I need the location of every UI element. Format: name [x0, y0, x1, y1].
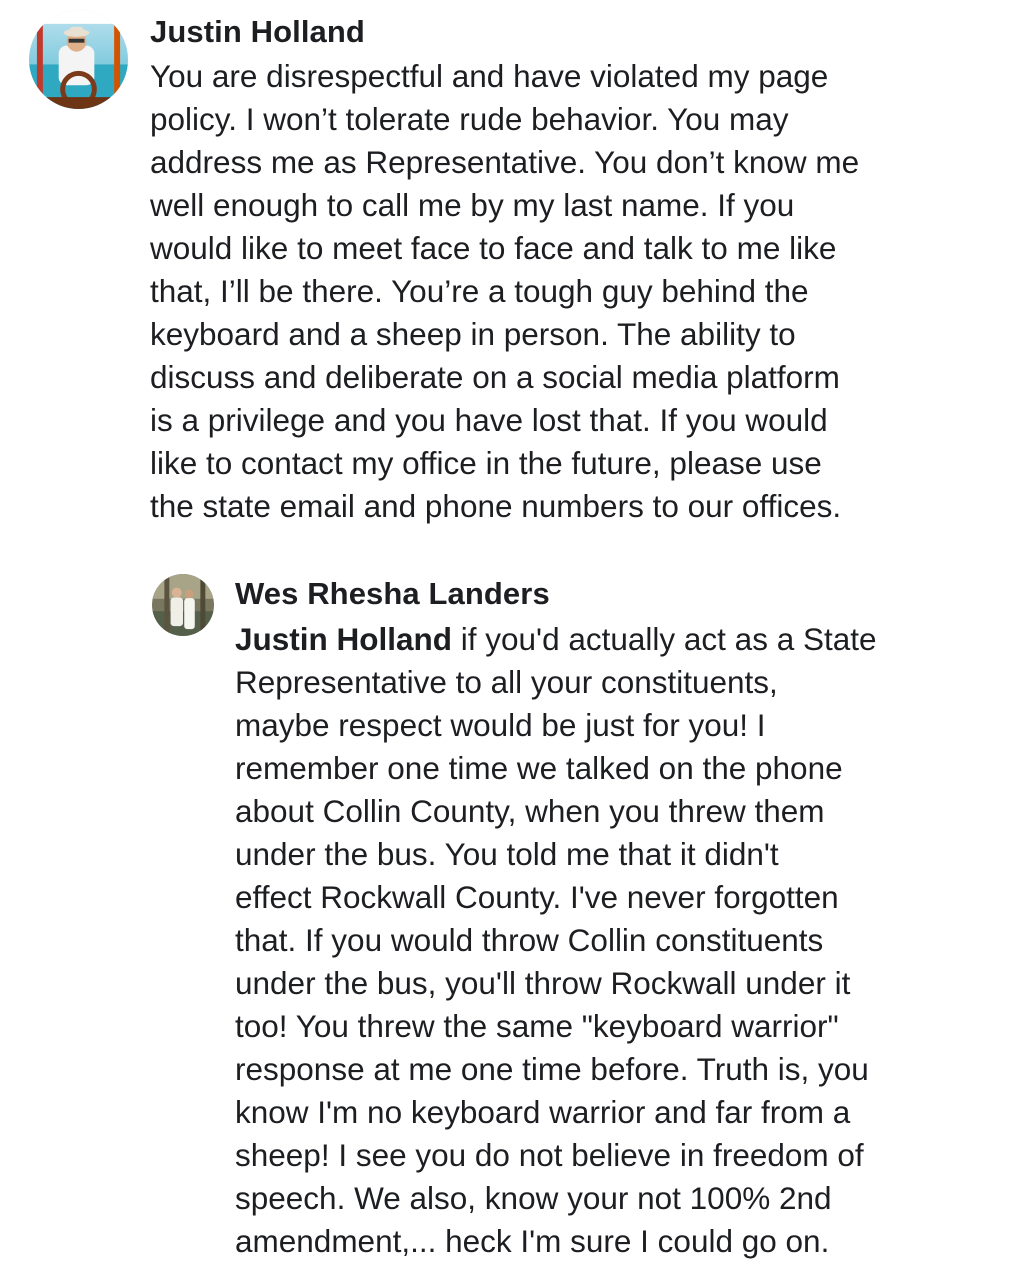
- comment-text-line: well enough to call me by my last name. If you: [150, 187, 795, 223]
- comment-text-line: keyboard and a sheep in person. The ability to: [150, 316, 796, 352]
- reply-text-fragment: if you'd actually act as a State: [452, 621, 877, 657]
- reply-text: [235, 618, 877, 1263]
- reply-text-line: response at me one time before. Truth is, you: [235, 1051, 869, 1087]
- profile-photo-icon[interactable]: [152, 574, 214, 636]
- reply-text-line: under the bus, you'll throw Rockwall under it: [235, 965, 851, 1001]
- comment-text-line: address me as Representative. You don’t know me: [150, 144, 860, 180]
- profile-photo-image: [152, 574, 214, 636]
- reply-text-line: maybe respect would be just for you! I: [235, 707, 766, 743]
- comment-text-line: like to contact my office in the future, please use: [150, 445, 822, 481]
- comment-text-line: discuss and deliberate on a social media platform: [150, 359, 840, 395]
- profile-photo-icon[interactable]: [29, 10, 128, 109]
- comment-text-line: policy. I won’t tolerate rude behavior. You may: [150, 101, 789, 137]
- profile-photo-image: [29, 10, 128, 109]
- reply-text-line: speech. We also, know your not 100% 2nd: [235, 1180, 832, 1216]
- reply-text-line: that. If you would throw Collin constituents: [235, 922, 824, 958]
- reply-text-line: Representative to all your constituents,: [235, 664, 778, 700]
- reply-text-line: sheep! I see you do not believe in freedom of: [235, 1137, 864, 1173]
- comment-text: [150, 55, 859, 528]
- reply-text-line: effect Rockwall County. I've never forgotten: [235, 879, 839, 915]
- comment-text-line: the state email and phone numbers to our offices.: [150, 488, 842, 524]
- reply-text-line: about Collin County, when you threw them: [235, 793, 825, 829]
- reply-author[interactable]: Wes Rhesha Landers: [235, 576, 550, 611]
- reply-text-line: too! You threw the same "keyboard warrior": [235, 1008, 839, 1044]
- comment-text-line: that, I’ll be there. You’re a tough guy behind the: [150, 273, 809, 309]
- comment-text-line: would like to meet face to face and talk to me like: [150, 230, 837, 266]
- comment-text-line: is a privilege and you have lost that. If you would: [150, 402, 828, 438]
- reply-text-line: know I'm no keyboard warrior and far from a: [235, 1094, 851, 1130]
- reply-text-line: under the bus. You told me that it didn't: [235, 836, 779, 872]
- comment-author[interactable]: Justin Holland: [150, 14, 365, 49]
- reply-text-line: [235, 618, 877, 661]
- reply-text-line: remember one time we talked on the phone: [235, 750, 843, 786]
- reply-text-line: amendment,... heck I'm sure I could go on.: [235, 1223, 830, 1259]
- mention-link[interactable]: Justin Holland: [235, 621, 453, 657]
- comment-text-line: You are disrespectful and have violated my page: [150, 58, 829, 94]
